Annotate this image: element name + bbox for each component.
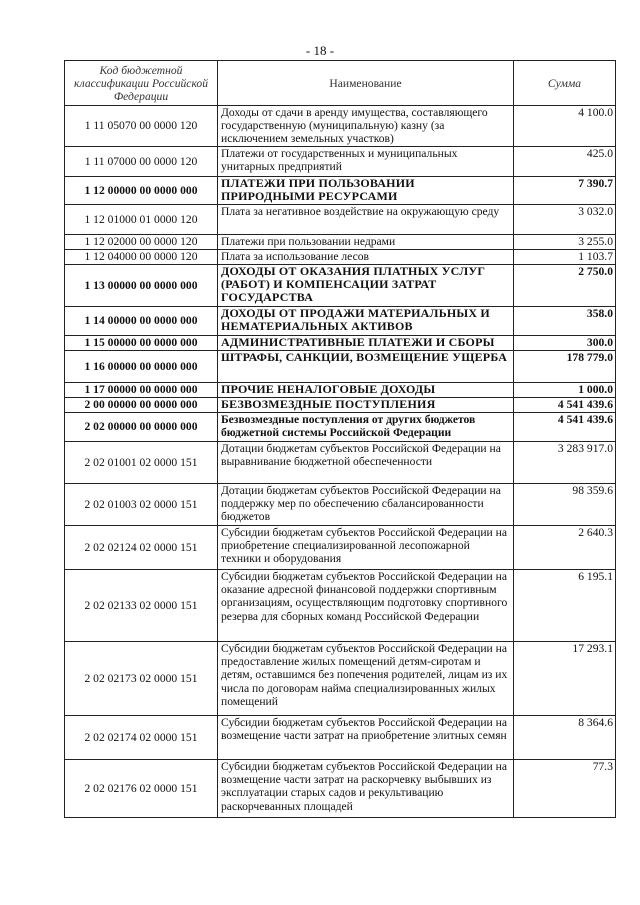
name-cell: Платежи от государственных и муниципальных унитарных предприятий [218, 147, 514, 177]
name-cell: ШТРАФЫ, САНКЦИИ, ВОЗМЕЩЕНИЕ УЩЕРБА [218, 351, 514, 383]
sum-cell: 300.0 [514, 336, 616, 351]
sum-cell: 4 541 439.6 [514, 398, 616, 413]
table-row [65, 716, 616, 760]
table-row [65, 398, 616, 413]
name-cell: Плата за использование лесов [218, 250, 514, 265]
name-cell: Плата за негативное воздействие на окружающую среду [218, 205, 514, 235]
name-cell: БЕЗВОЗМЕЗДНЫЕ ПОСТУПЛЕНИЯ [218, 398, 514, 413]
table-row [65, 265, 616, 307]
sum-cell: 8 364.6 [514, 716, 616, 760]
table-body [65, 106, 616, 818]
table-row [65, 351, 616, 383]
code-cell: 1 11 05070 00 0000 120 [65, 106, 218, 147]
name-cell: Дотации бюджетам субъектов Российской Федерации на выравнивание бюджетной обеспеченности [218, 442, 514, 484]
code-cell: 1 12 02000 00 0000 120 [65, 235, 218, 250]
table-row [65, 106, 616, 147]
name-cell: ДОХОДЫ ОТ ПРОДАЖИ МАТЕРИАЛЬНЫХ И НЕМАТЕРИАЛЬНЫХ АКТИВОВ [218, 307, 514, 336]
sum-cell: 4 100.0 [514, 106, 616, 147]
name-cell: ПРОЧИЕ НЕНАЛОГОВЫЕ ДОХОДЫ [218, 383, 514, 398]
header-sum: Сумма [514, 61, 616, 106]
table-row [65, 336, 616, 351]
code-cell: 2 02 02133 02 0000 151 [65, 570, 218, 642]
code-cell: 1 16 00000 00 0000 000 [65, 351, 218, 383]
sum-cell: 1 103.7 [514, 250, 616, 265]
code-cell: 2 02 02173 02 0000 151 [65, 642, 218, 716]
sum-cell: 77.3 [514, 760, 616, 818]
sum-cell: 98 359.6 [514, 484, 616, 526]
name-cell: Субсидии бюджетам субъектов Российской Федерации на возмещение части затрат на раскорчевку выбывших из эксплуатации старых садов и рекультивацию раскорчеванных площадей [218, 760, 514, 818]
table-row [65, 250, 616, 265]
table-row [65, 760, 616, 818]
code-cell: 1 11 07000 00 0000 120 [65, 147, 218, 177]
code-cell: 1 12 04000 00 0000 120 [65, 250, 218, 265]
code-cell: 1 12 01000 01 0000 120 [65, 205, 218, 235]
name-cell: Дотации бюджетам субъектов Российской Федерации на поддержку мер по обеспечению сбалансированности бюджетов [218, 484, 514, 526]
sum-cell: 7 390.7 [514, 177, 616, 205]
name-cell: Платежи при пользовании недрами [218, 235, 514, 250]
sum-cell: 6 195.1 [514, 570, 616, 642]
name-cell: Субсидии бюджетам субъектов Российской Федерации на возмещение части затрат на приобретение элитных семян [218, 716, 514, 760]
budget-table [64, 60, 616, 818]
code-cell: 2 02 00000 00 0000 000 [65, 413, 218, 442]
sum-cell: 425.0 [514, 147, 616, 177]
name-cell: Субсидии бюджетам субъектов Российской Федерации на приобретение специализированной лесопожарной техники и оборудования [218, 526, 514, 570]
name-cell: Субсидии бюджетам субъектов Российской Федерации на оказание адресной финансовой поддержки спортивным организациям, осуществляющим подготовку спортивного резерва для сборных команд Российской Федерации [218, 570, 514, 642]
sum-cell: 2 750.0 [514, 265, 616, 307]
table-row [65, 205, 616, 235]
header-code: Код бюджетной классификации Российской Федерации [65, 61, 218, 106]
sum-cell: 1 000.0 [514, 383, 616, 398]
code-cell: 2 02 02124 02 0000 151 [65, 526, 218, 570]
name-cell: Субсидии бюджетам субъектов Российской Федерации на предоставление жилых помещений детям-сиротам и детям, оставшимся без попечения родителей, лицам из их числа по договорам найма специализированных жилых помещений [218, 642, 514, 716]
sum-cell: 3 255.0 [514, 235, 616, 250]
name-cell: АДМИНИСТРАТИВНЫЕ ПЛАТЕЖИ И СБОРЫ [218, 336, 514, 351]
name-cell: ДОХОДЫ ОТ ОКАЗАНИЯ ПЛАТНЫХ УСЛУГ (РАБОТ) И КОМПЕНСАЦИИ ЗАТРАТ ГОСУДАРСТВА [218, 265, 514, 307]
code-cell: 1 17 00000 00 0000 000 [65, 383, 218, 398]
name-cell: ПЛАТЕЖИ ПРИ ПОЛЬЗОВАНИИ ПРИРОДНЫМИ РЕСУРСАМИ [218, 177, 514, 205]
table-row [65, 383, 616, 398]
table-row [65, 235, 616, 250]
code-cell: 2 02 02174 02 0000 151 [65, 716, 218, 760]
code-cell: 1 13 00000 00 0000 000 [65, 265, 218, 307]
page-number: - 18 - [305, 43, 335, 58]
table-row [65, 526, 616, 570]
code-cell: 1 15 00000 00 0000 000 [65, 336, 218, 351]
sum-cell: 2 640.3 [514, 526, 616, 570]
table-row [65, 484, 616, 526]
table-row [65, 177, 616, 205]
sum-cell: 4 541 439.6 [514, 413, 616, 442]
sum-cell: 358.0 [514, 307, 616, 336]
table-row [65, 642, 616, 716]
code-cell: 1 14 00000 00 0000 000 [65, 307, 218, 336]
table-row [65, 570, 616, 642]
sum-cell: 3 283 917.0 [514, 442, 616, 484]
table-header-row [65, 61, 616, 106]
sum-cell: 3 032.0 [514, 205, 616, 235]
code-cell: 1 12 00000 00 0000 000 [65, 177, 218, 205]
sum-cell: 178 779.0 [514, 351, 616, 383]
table-row [65, 413, 616, 442]
header-name: Наименование [218, 61, 514, 106]
table-row [65, 442, 616, 484]
code-cell: 2 02 01001 02 0000 151 [65, 442, 218, 484]
code-cell: 2 02 02176 02 0000 151 [65, 760, 218, 818]
code-cell: 2 00 00000 00 0000 000 [65, 398, 218, 413]
code-cell: 2 02 01003 02 0000 151 [65, 484, 218, 526]
name-cell: Доходы от сдачи в аренду имущества, составляющего государственную (муниципальную) казну (за исключением земельных участков) [218, 106, 514, 147]
table-row [65, 147, 616, 177]
sum-cell: 17 293.1 [514, 642, 616, 716]
name-cell: Безвозмездные поступления от других бюджетов бюджетной системы Российской Федерации [218, 413, 514, 442]
table-row [65, 307, 616, 336]
